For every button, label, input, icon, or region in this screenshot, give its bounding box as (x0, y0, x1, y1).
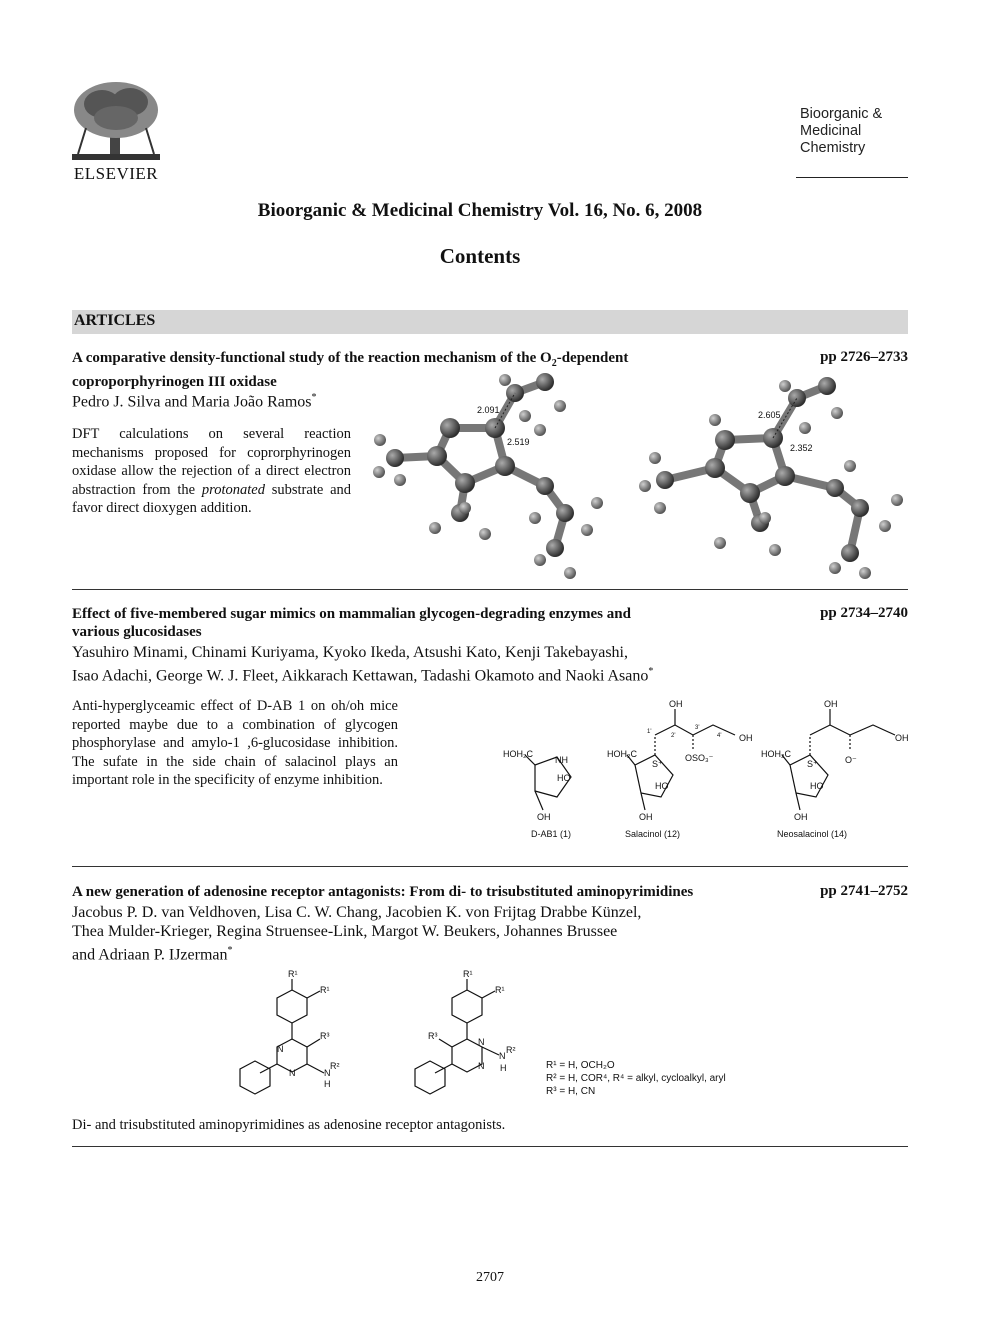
neosalacinol-oh-end: OH (895, 733, 909, 743)
article-2-divider (72, 866, 908, 867)
article-3-authors-line1: Jacobus P. D. van Veldhoven, Lisa C. W. Chang, Jacobien K. von Frijtag Drabbe Künzel, (72, 904, 642, 921)
contents-heading: Contents (439, 244, 521, 268)
right-r1-top: R¹ (463, 969, 473, 979)
article-1-divider (72, 589, 908, 590)
article-2-authors-line2: Isao Adachi, George W. J. Fleet, Aikkarach Kettawan, Tadashi Okamoto and Naoki Asano (72, 667, 649, 685)
page-number: 2707 (476, 1270, 504, 1285)
left-r1-side: R¹ (320, 985, 330, 995)
distance-label-1: 2.091 (477, 405, 500, 415)
salacinol-c2: 2' (671, 733, 676, 739)
right-n2: N (478, 1061, 485, 1071)
neosalacinol-label: Neosalacinol (14) (777, 829, 848, 839)
salacinol-s-plus: S⁺ (652, 759, 663, 769)
article-3-authors-line2: Thea Mulder-Krieger, Regina Struensee-Link, Margot W. Beukers, Johannes Brussee (72, 923, 618, 940)
right-nh-n: N (499, 1051, 506, 1061)
salacinol-c4: 4' (717, 733, 722, 739)
dab1-label: D-AB1 (1) (531, 829, 572, 839)
article-1-title-part2: -dependent (556, 350, 629, 366)
article-3-aminopyrimidines-figure (232, 965, 752, 1100)
article-3-pages[interactable]: pp 2741–2752 (820, 883, 908, 899)
article-2-pages[interactable]: pp 2734–2740 (820, 605, 908, 621)
right-r1-side: R¹ (495, 985, 505, 995)
article-3-title[interactable]: A new generation of adenosine receptor antagonists: From di- to trisubstituted aminopyrimidines (72, 884, 694, 900)
salacinol-oh-end: OH (739, 733, 753, 743)
article-2-title[interactable] (72, 605, 772, 641)
dab1-ho: HO (557, 773, 571, 783)
volume-title: Bioorganic & Medicinal Chemistry Vol. 16, No. 6, 2008 (257, 200, 703, 221)
left-h: H (324, 1079, 331, 1089)
neosalacinol-oh-top: OH (824, 699, 838, 709)
salacinol-c3: 3' (695, 725, 700, 731)
article-1-title-sub: 2 (551, 358, 557, 369)
section-header (72, 310, 908, 334)
article-2-title-line2: various glucosidases (72, 624, 202, 640)
journal-tag-line2: Medicinal (800, 123, 862, 139)
article-3-authors (72, 903, 792, 964)
tree-logo-icon (66, 78, 166, 162)
article-1-abstract (72, 425, 351, 518)
left-n2: N (289, 1068, 296, 1078)
article-1-abstract-part2: substrate and favor direct dioxygen addition. (72, 481, 352, 516)
article-1-authors-text: Pedro J. Silva and Maria João Ramos (72, 393, 312, 411)
salacinol-label: Salacinol (12) (625, 829, 681, 839)
publisher-name: ELSEVIER (73, 164, 159, 183)
salacinol-ho: HO (655, 781, 669, 791)
article-3-divider (72, 1146, 908, 1147)
article-2-title-line1: Effect of five-membered sugar mimics on mammalian glycogen-degrading enzymes and (72, 606, 631, 622)
left-nh-n: N (324, 1068, 331, 1078)
article-2-sugar-mimics-figure (495, 695, 915, 845)
neosalacinol-hoh2c: HOH₂C (761, 749, 791, 759)
article-1-title-part1: A comparative density-functional study of the reaction mechanism of the O (72, 350, 552, 366)
salacinol-c1: 1' (647, 729, 652, 735)
article-1-title-line2: coproporphyrinogen III oxidase (72, 374, 277, 390)
dab1-nh: NH (555, 755, 568, 765)
journal-tag-rule (796, 177, 908, 178)
article-2-corresponding-mark: * (648, 666, 654, 677)
article-3-authors-line3: and Adriaan P. IJzerman (72, 946, 228, 964)
left-r2: R² (330, 1061, 340, 1071)
neosalacinol-oh-ring: OH (794, 812, 808, 822)
article-2-abstract: Anti-hyperglyceamic effect of D-AB 1 on oh/oh mice reported maybe due to a combination of glycogen phosphorylase and amylo-1 ,6-glucosidase inhibition. The sufate in the side chain of salacinol plays an important role in the specificity of enzyme inhibition. (72, 698, 398, 788)
article-2-authors-line1: Yasuhiro Minami, Chinami Kuriyama, Kyoko Ikeda, Atsushi Kato, Kenji Takebayashi, (72, 644, 628, 661)
article-1-molecular-structures-figure (365, 368, 910, 583)
distance-label-4: 2.352 (790, 443, 813, 453)
article-1-abstract-part1: DFT calculations on several reaction mechanisms proposed for coprorphyrinogen oxidase allow the rejection of a direct electron abstraction from the (72, 426, 351, 498)
neosalacinol-ho: HO (810, 781, 824, 791)
right-h: H (500, 1063, 507, 1073)
article-1-corresponding-mark: * (311, 392, 317, 403)
section-label: ARTICLES (74, 312, 156, 329)
salacinol-oh-top: OH (669, 699, 683, 709)
right-r3: R³ (428, 1031, 438, 1041)
legend-line-1: R¹ = H, OCH₂O (546, 1060, 615, 1071)
article-1-pages[interactable]: pp 2726–2733 (820, 349, 908, 365)
salacinol-hoh2c: HOH₂C (607, 749, 637, 759)
distance-label-2: 2.519 (507, 437, 530, 447)
neosalacinol-o-minus: O⁻ (845, 755, 857, 765)
journal-tag-line3: Chemistry (800, 140, 866, 156)
legend-line-2: R² = H, COR⁴, R⁴ = alkyl, cycloalkyl, aryl (546, 1073, 726, 1084)
elsevier-logo (66, 78, 166, 188)
legend-line-3: R³ = H, CN (546, 1086, 596, 1097)
left-r3: R³ (320, 1031, 330, 1041)
neosalacinol-s-plus: S⁺ (807, 759, 818, 769)
right-r2: R² (506, 1045, 516, 1055)
right-n1: N (478, 1037, 485, 1047)
distance-label-3: 2.605 (758, 410, 781, 420)
article-3-caption: Di- and trisubstituted aminopyrimidines as adenosine receptor antagonists. (72, 1117, 506, 1133)
dab1-hoh2c: HOH₂C (503, 749, 533, 759)
journal-tag (800, 106, 882, 157)
article-1-abstract-italic: protonated (201, 481, 265, 498)
salacinol-oh-ring: OH (639, 812, 653, 822)
article-3-corresponding-mark: * (227, 945, 233, 956)
journal-tag-line1: Bioorganic & (800, 106, 883, 122)
left-n1: N (277, 1044, 284, 1054)
salacinol-oso3: OSO₃⁻ (685, 753, 714, 763)
article-2-authors (72, 643, 792, 685)
left-r1-top: R¹ (288, 969, 298, 979)
dab1-oh: OH (537, 812, 551, 822)
